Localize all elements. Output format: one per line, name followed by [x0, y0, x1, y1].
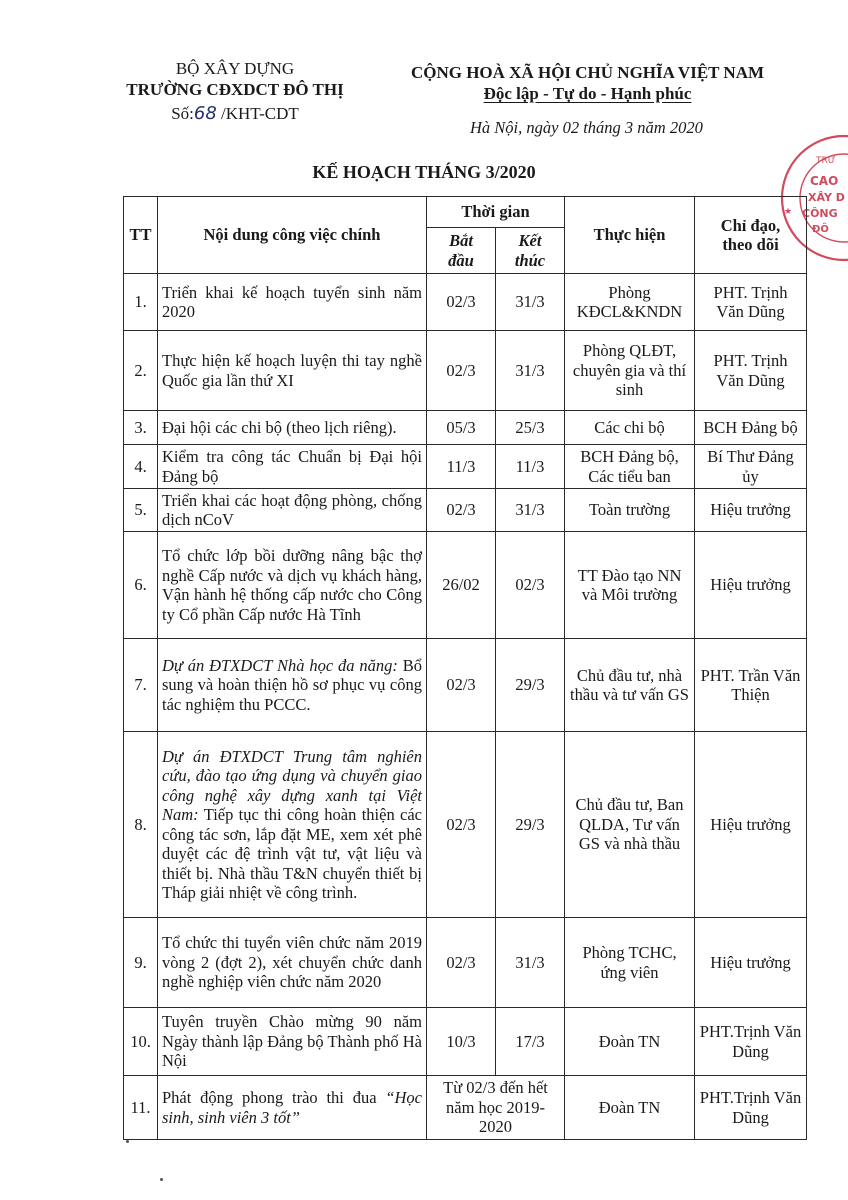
table-row: 10. Tuyên truyền Chào mừng 90 năm Ngày thành lập Đảng bộ Thành phố Hà Nội 10/3 17/3 Đoàn TN PHT.Trịnh Văn Dũng: [124, 1008, 807, 1076]
table-row: 2. Thực hiện kế hoạch luyện thi tay nghề Quốc gia lần thứ XI 02/3 31/3 Phòng QLĐT, chuyên gia và thí sinh PHT. Trịnh Văn Dũng: [124, 331, 807, 411]
header-content: Nội dung công việc chính: [158, 197, 427, 274]
stamp-text-3: XÂY D: [808, 191, 845, 204]
table-row: 4. Kiểm tra công tác Chuẩn bị Đại hội Đảng bộ 11/3 11/3 BCH Đảng bộ, Các tiểu ban Bí Thư Đảng ủy: [124, 445, 807, 489]
table-row: 11. Phát động phong trào thi đua “Học sinh, sinh viên 3 tốt” Từ 02/3 đến hết năm học 2019-2020 Đoàn TN PHT.Trịnh Văn Dũng: [124, 1076, 807, 1140]
table-row: 7. Dự án ĐTXDCT Nhà học đa năng: Bổ sung và hoàn thiện hồ sơ phục vụ công tác nghiệm thu PCCC. 02/3 29/3 Chủ đầu tư, nhà thầu và tư vấn GS PHT. Trần Văn Thiện: [124, 639, 807, 732]
header-tt: TT: [124, 197, 158, 274]
doc-prefix: Số:: [171, 104, 194, 123]
header-executor: Thực hiện: [565, 197, 695, 274]
table-row: 6. Tổ chức lớp bồi dưỡng nâng bậc thợ nghề Cấp nước và dịch vụ khách hàng, Vận hành hệ thống cấp nước cho Công ty Cổ phần Cấp nước Hà Tĩnh 26/02 02/3 TT Đào tạo NN và Môi trường Hiệu trưởng: [124, 532, 807, 639]
header-start: Bắt đầu: [427, 228, 496, 274]
document-number: [100, 103, 370, 124]
document-date: Hà Nội, ngày 02 tháng 3 năm 2020: [470, 118, 703, 137]
table-row: 5. Triển khai các hoạt động phòng, chống dịch nCoV 02/3 31/3 Toàn trường Hiệu trưởng: [124, 489, 807, 532]
table-header-row: [124, 197, 807, 228]
doc-suffix: /KHT-CDT: [221, 104, 299, 123]
header-director: Chỉ đạo, theo dõi: [695, 197, 807, 274]
stamp-text-2: CAO: [810, 174, 839, 188]
table-row: 3. Đại hội các chi bộ (theo lịch riêng). 05/3 25/3 Các chi bộ BCH Đảng bộ: [124, 411, 807, 445]
doc-number-handwritten: 68: [193, 103, 217, 124]
scan-speck: [126, 1140, 129, 1143]
plan-title: KẾ HOẠCH THÁNG 3/2020: [312, 162, 536, 182]
plan-table: [123, 196, 807, 1140]
national-motto: Độc lập - Tự do - Hạnh phúc: [483, 84, 692, 103]
stamp-text-5: ĐÔ: [812, 224, 829, 235]
national-header: [380, 62, 795, 104]
school-name: TRƯỜNG CĐXDCT ĐÔ THỊ: [126, 80, 344, 99]
country-name: CỘNG HOÀ XÃ HỘI CHỦ NGHĨA VIỆT NAM: [410, 63, 765, 82]
issuer-block: [100, 58, 370, 124]
stamp-text-1: TRƯ: [816, 156, 836, 166]
svg-text:★: ★: [784, 207, 793, 217]
header-time: Thời gian: [427, 197, 565, 228]
scan-speck: [160, 1178, 163, 1181]
table-row: 1. Triển khai kế hoạch tuyển sinh năm 2020 02/3 31/3 Phòng KĐCL&KNDN PHT. Trịnh Văn Dũng: [124, 274, 807, 331]
table-row: 9. Tổ chức thi tuyển viên chức năm 2019 vòng 2 (đợt 2), xét chuyển chức danh nghề nghiệp viên chức năm 2020 02/3 31/3 Phòng TCHC, ứng viên Hiệu trưởng: [124, 918, 807, 1008]
table-row: 8. Dự án ĐTXDCT Trung tâm nghiên cứu, đào tạo ứng dụng và chuyển giao công nghệ xây dựng xanh tại Việt Nam: Tiếp tục thi công hoàn thiện các công tác sơn, lắp đặt ME, xem xét phê duyệt các đệ trình vật tư, vật liệu và thiết bị. Nhà thầu T&N chuyển thiết bị Tháp giải nhiệt về công trình. 02/3 29/3 Chủ đầu tư, Ban QLDA, Tư vấn GS và nhà thầu Hiệu trưởng: [124, 732, 807, 918]
header-end: Kết thúc: [496, 228, 565, 274]
ministry-name: BỘ XÂY DỰNG: [175, 59, 295, 78]
stamp-text-4: CÔNG: [802, 207, 838, 220]
